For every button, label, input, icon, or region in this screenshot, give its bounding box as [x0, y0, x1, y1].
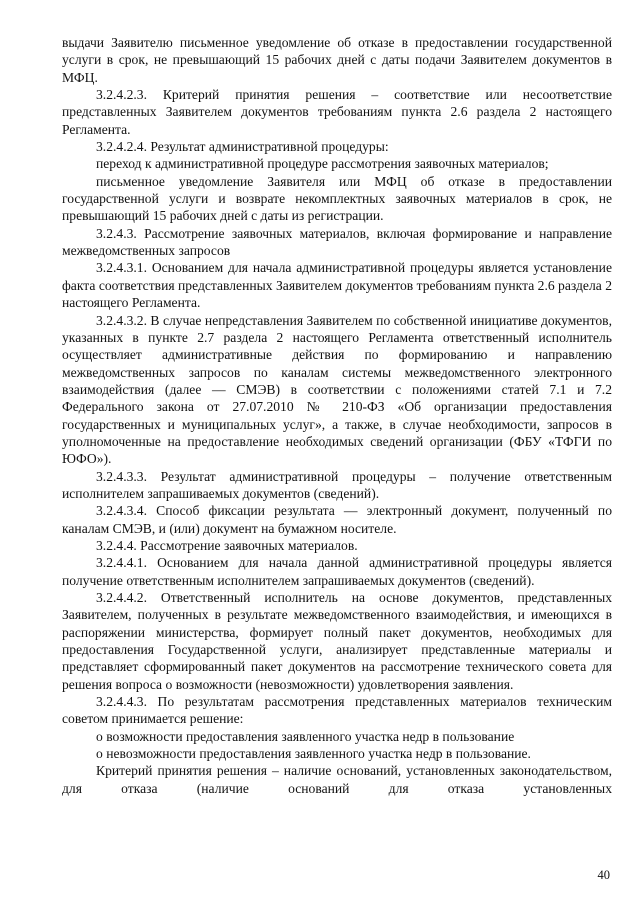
paragraph-8: 3.2.4.3.2. В случае непредставления Заявителем по собственной инициативе документов, указанных в пункте 2.7 раздела 2 настоящего Регламента ответственный исполнитель осуществляет административные действия по формированию и направлению межведомственных запросов по каналам системы межведомственного электронного взаимодействия (далее — СМЭВ) в соответствии с положениями статей 7.1 и 7.2 Федерального закона от 27.07.2010 № 210-ФЗ «Об организации предоставления государственных и муниципальных услуг», а также, в случае необходимости, запросов в уполномоченные на предоставление необходимых сведений организации (ФБУ «ТФГИ по ЮФО»).	[62, 312, 612, 467]
paragraph-7: 3.2.4.3.1. Основанием для начала административной процедуры является установление факта соответствия представленных Заявителем документов требованиям пункта 2.6 раздела 2 настоящего Регламента.	[62, 260, 612, 311]
paragraph-4: переход к административной процедуре рассмотрения заявочных материалов;	[96, 156, 549, 172]
paragraph-1: выдачи Заявителю письменное уведомление об отказе в предоставлении государственной услуги в срок, не превышающий 15 рабочих дней с даты подачи Заявителем документов в МФЦ.	[62, 35, 612, 85]
paragraph-15: о возможности предоставления заявленного участка недр в пользование	[96, 728, 515, 744]
paragraph-2: 3.2.4.2.3. Критерий принятия решения – соответствие или несоответствие представленных Заявителем документов требованиям пункта 2.6 раздела 2 настоящего Регламента.	[62, 87, 612, 137]
paragraph-16: о невозможности предоставления заявленного участка недр в пользование.	[96, 746, 531, 762]
paragraph-10: 3.2.4.3.4. Способ фиксации результата — электронный документ, полученный по каналам СМЭВ, и (или) документ на бумажном носителе.	[62, 503, 612, 536]
paragraph-6: 3.2.4.3. Рассмотрение заявочных материалов, включая формирование и направление межведомственных запросов	[62, 225, 612, 259]
paragraph-14: 3.2.4.4.3. По результатам рассмотрения представленных материалов техническим советом принимается решение:	[62, 694, 612, 727]
paragraph-5: письменное уведомление Заявителя или МФЦ об отказе в предоставлении государственной услуги и возврате некомплектных заявочных материалов в срок, не превышающий 15 рабочих дней с даты из регистрации.	[62, 173, 612, 224]
paragraph-9: 3.2.4.3.3. Результат административной процедуры – получение ответственным исполнителем запрашиваемых документов (сведений).	[62, 468, 612, 501]
paragraph-11: 3.2.4.4. Рассмотрение заявочных материалов.	[96, 537, 358, 553]
paragraph-17: Критерий принятия решения – наличие оснований, установленных законодательством, для отказа (наличие оснований для отказа установленных	[62, 763, 612, 796]
paragraph-12: 3.2.4.4.1. Основанием для начала данной административной процедуры является получение ответственным исполнителем запрашиваемых документов (сведений).	[62, 555, 612, 588]
paragraph-13: 3.2.4.4.2. Ответственный исполнитель на основе документов, представленных Заявителем, полученных в результате межведомственного взаимодействия, и имеющихся в распоряжении министерства, формирует полный пакет документов, необходимых для предоставления Государственной услуги, анализирует представленные материалы и представляет сформированный пакет документов на рассмотрение технического совета для решения вопроса о возможности (невозможности) удовлетворения заявления.	[62, 590, 612, 692]
document-page	[62, 34, 612, 797]
page-number: 40	[597, 868, 610, 882]
paragraph-3: 3.2.4.2.4. Результат административной процедуры:	[96, 139, 389, 155]
